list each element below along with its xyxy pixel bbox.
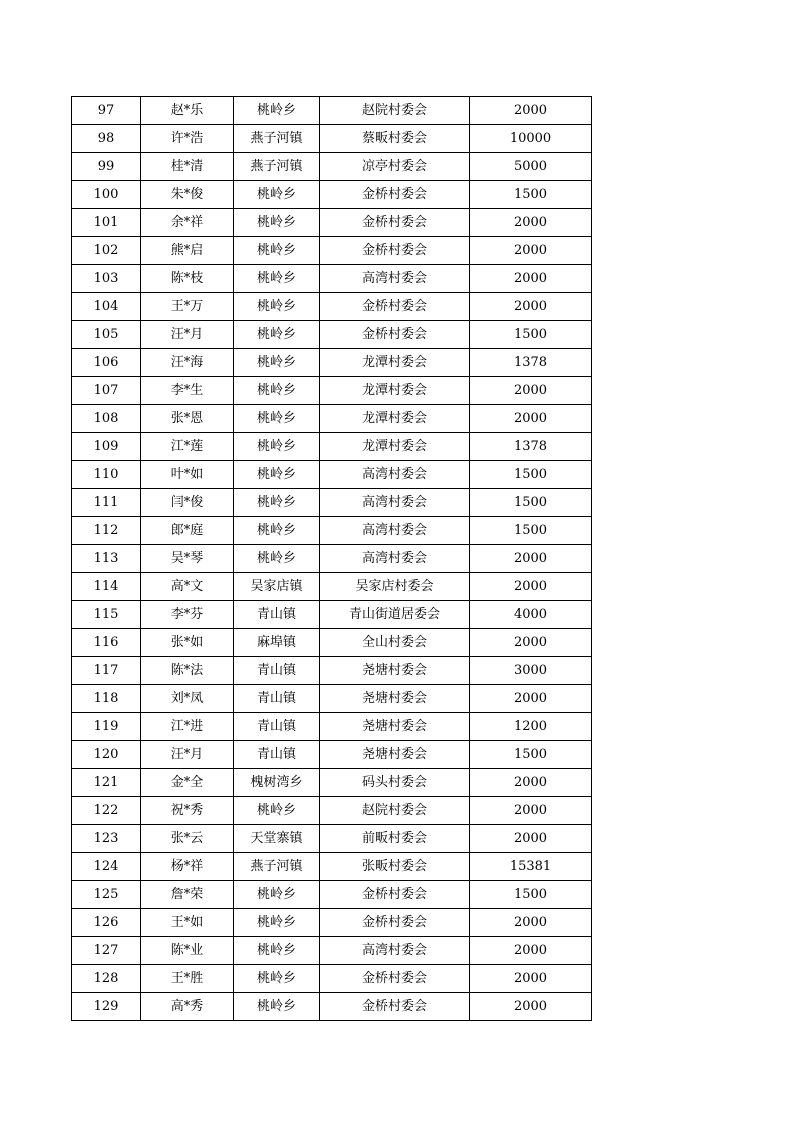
table-row	[72, 405, 592, 433]
township-cell: 桃岭乡	[234, 181, 320, 209]
amount-cell: 4000	[470, 601, 592, 629]
row-number-cell: 121	[72, 769, 141, 797]
township-cell: 桃岭乡	[234, 405, 320, 433]
row-number-cell: 105	[72, 321, 141, 349]
amount-cell: 2000	[470, 237, 592, 265]
name-cell: 朱*俊	[141, 181, 234, 209]
amount-cell: 2000	[470, 405, 592, 433]
table-row	[72, 489, 592, 517]
amount-cell: 2000	[470, 937, 592, 965]
row-number-cell: 119	[72, 713, 141, 741]
name-cell: 汪*海	[141, 349, 234, 377]
table-row	[72, 853, 592, 881]
name-cell: 张*云	[141, 825, 234, 853]
village-committee-cell: 金桥村委会	[320, 909, 470, 937]
village-committee-cell: 高湾村委会	[320, 545, 470, 573]
township-cell: 燕子河镇	[234, 153, 320, 181]
table-row	[72, 209, 592, 237]
name-cell: 詹*荣	[141, 881, 234, 909]
township-cell: 青山镇	[234, 685, 320, 713]
name-cell: 吴*琴	[141, 545, 234, 573]
amount-cell: 10000	[470, 125, 592, 153]
village-committee-cell: 凉亭村委会	[320, 153, 470, 181]
village-committee-cell: 龙潭村委会	[320, 433, 470, 461]
name-cell: 高*文	[141, 573, 234, 601]
village-committee-cell: 吴家店村委会	[320, 573, 470, 601]
township-cell: 桃岭乡	[234, 517, 320, 545]
amount-cell: 1378	[470, 349, 592, 377]
township-cell: 桃岭乡	[234, 937, 320, 965]
name-cell: 杨*祥	[141, 853, 234, 881]
township-cell: 青山镇	[234, 713, 320, 741]
village-committee-cell: 高湾村委会	[320, 265, 470, 293]
row-number-cell: 99	[72, 153, 141, 181]
amount-cell: 2000	[470, 965, 592, 993]
row-number-cell: 126	[72, 909, 141, 937]
name-cell: 祝*秀	[141, 797, 234, 825]
village-committee-cell: 龙潭村委会	[320, 377, 470, 405]
amount-cell: 2000	[470, 825, 592, 853]
table-row	[72, 265, 592, 293]
table-row	[72, 713, 592, 741]
township-cell: 天堂寨镇	[234, 825, 320, 853]
name-cell: 熊*启	[141, 237, 234, 265]
table-body	[72, 97, 592, 1021]
village-committee-cell: 青山街道居委会	[320, 601, 470, 629]
row-number-cell: 127	[72, 937, 141, 965]
village-committee-cell: 前畈村委会	[320, 825, 470, 853]
village-committee-cell: 尧塘村委会	[320, 713, 470, 741]
name-cell: 汪*月	[141, 321, 234, 349]
township-cell: 燕子河镇	[234, 125, 320, 153]
village-committee-cell: 尧塘村委会	[320, 657, 470, 685]
amount-cell: 2000	[470, 293, 592, 321]
row-number-cell: 101	[72, 209, 141, 237]
name-cell: 王*如	[141, 909, 234, 937]
amount-cell: 2000	[470, 769, 592, 797]
amount-cell: 1500	[470, 881, 592, 909]
amount-cell: 1500	[470, 461, 592, 489]
table-row	[72, 349, 592, 377]
table-row	[72, 741, 592, 769]
name-cell: 李*生	[141, 377, 234, 405]
amount-cell: 2000	[470, 573, 592, 601]
row-number-cell: 98	[72, 125, 141, 153]
table-row	[72, 769, 592, 797]
name-cell: 许*浩	[141, 125, 234, 153]
table-row	[72, 545, 592, 573]
name-cell: 桂*清	[141, 153, 234, 181]
township-cell: 桃岭乡	[234, 209, 320, 237]
row-number-cell: 122	[72, 797, 141, 825]
table-row	[72, 573, 592, 601]
table-row	[72, 433, 592, 461]
name-cell: 叶*如	[141, 461, 234, 489]
village-committee-cell: 高湾村委会	[320, 461, 470, 489]
township-cell: 桃岭乡	[234, 881, 320, 909]
amount-cell: 2000	[470, 97, 592, 125]
name-cell: 陈*法	[141, 657, 234, 685]
township-cell: 桃岭乡	[234, 293, 320, 321]
table-row	[72, 97, 592, 125]
table-row	[72, 237, 592, 265]
village-committee-cell: 金桥村委会	[320, 181, 470, 209]
row-number-cell: 108	[72, 405, 141, 433]
table-row	[72, 293, 592, 321]
village-committee-cell: 龙潭村委会	[320, 405, 470, 433]
row-number-cell: 120	[72, 741, 141, 769]
village-committee-cell: 全山村委会	[320, 629, 470, 657]
table-row	[72, 125, 592, 153]
name-cell: 刘*凤	[141, 685, 234, 713]
village-committee-cell: 金桥村委会	[320, 881, 470, 909]
row-number-cell: 113	[72, 545, 141, 573]
name-cell: 张*恩	[141, 405, 234, 433]
row-number-cell: 109	[72, 433, 141, 461]
name-cell: 闫*俊	[141, 489, 234, 517]
row-number-cell: 102	[72, 237, 141, 265]
row-number-cell: 114	[72, 573, 141, 601]
amount-cell: 2000	[470, 209, 592, 237]
row-number-cell: 104	[72, 293, 141, 321]
village-committee-cell: 高湾村委会	[320, 489, 470, 517]
township-cell: 桃岭乡	[234, 433, 320, 461]
amount-cell: 2000	[470, 909, 592, 937]
table-row	[72, 629, 592, 657]
table-row	[72, 657, 592, 685]
township-cell: 青山镇	[234, 741, 320, 769]
village-committee-cell: 高湾村委会	[320, 937, 470, 965]
row-number-cell: 123	[72, 825, 141, 853]
township-cell: 桃岭乡	[234, 965, 320, 993]
township-cell: 桃岭乡	[234, 349, 320, 377]
row-number-cell: 117	[72, 657, 141, 685]
village-committee-cell: 金桥村委会	[320, 965, 470, 993]
name-cell: 郎*庭	[141, 517, 234, 545]
amount-cell: 1200	[470, 713, 592, 741]
data-table	[71, 96, 592, 1021]
row-number-cell: 116	[72, 629, 141, 657]
amount-cell: 2000	[470, 797, 592, 825]
table-row	[72, 909, 592, 937]
township-cell: 麻埠镇	[234, 629, 320, 657]
village-committee-cell: 金桥村委会	[320, 321, 470, 349]
row-number-cell: 97	[72, 97, 141, 125]
table-row	[72, 321, 592, 349]
row-number-cell: 107	[72, 377, 141, 405]
table-row	[72, 881, 592, 909]
township-cell: 槐树湾乡	[234, 769, 320, 797]
name-cell: 王*万	[141, 293, 234, 321]
row-number-cell: 128	[72, 965, 141, 993]
name-cell: 余*祥	[141, 209, 234, 237]
township-cell: 桃岭乡	[234, 461, 320, 489]
village-committee-cell: 蔡畈村委会	[320, 125, 470, 153]
row-number-cell: 110	[72, 461, 141, 489]
township-cell: 桃岭乡	[234, 797, 320, 825]
amount-cell: 1378	[470, 433, 592, 461]
village-committee-cell: 龙潭村委会	[320, 349, 470, 377]
table-row	[72, 153, 592, 181]
amount-cell: 1500	[470, 321, 592, 349]
village-committee-cell: 张畈村委会	[320, 853, 470, 881]
village-committee-cell: 赵院村委会	[320, 797, 470, 825]
village-committee-cell: 高湾村委会	[320, 517, 470, 545]
village-committee-cell: 金桥村委会	[320, 293, 470, 321]
amount-cell: 2000	[470, 265, 592, 293]
row-number-cell: 124	[72, 853, 141, 881]
township-cell: 桃岭乡	[234, 97, 320, 125]
name-cell: 陈*业	[141, 937, 234, 965]
township-cell: 桃岭乡	[234, 545, 320, 573]
amount-cell: 2000	[470, 545, 592, 573]
name-cell: 江*莲	[141, 433, 234, 461]
village-committee-cell: 金桥村委会	[320, 209, 470, 237]
table-row	[72, 993, 592, 1021]
name-cell: 王*胜	[141, 965, 234, 993]
township-cell: 燕子河镇	[234, 853, 320, 881]
row-number-cell: 106	[72, 349, 141, 377]
village-committee-cell: 尧塘村委会	[320, 685, 470, 713]
name-cell: 高*秀	[141, 993, 234, 1021]
township-cell: 桃岭乡	[234, 321, 320, 349]
amount-cell: 2000	[470, 377, 592, 405]
table-row	[72, 601, 592, 629]
row-number-cell: 111	[72, 489, 141, 517]
amount-cell: 2000	[470, 629, 592, 657]
amount-cell: 1500	[470, 741, 592, 769]
amount-cell: 1500	[470, 489, 592, 517]
amount-cell: 1500	[470, 181, 592, 209]
row-number-cell: 100	[72, 181, 141, 209]
table-row	[72, 797, 592, 825]
row-number-cell: 118	[72, 685, 141, 713]
name-cell: 汪*月	[141, 741, 234, 769]
village-committee-cell: 金桥村委会	[320, 237, 470, 265]
amount-cell: 2000	[470, 993, 592, 1021]
table-row	[72, 377, 592, 405]
name-cell: 金*全	[141, 769, 234, 797]
name-cell: 陈*枝	[141, 265, 234, 293]
name-cell: 赵*乐	[141, 97, 234, 125]
township-cell: 吴家店镇	[234, 573, 320, 601]
row-number-cell: 103	[72, 265, 141, 293]
township-cell: 青山镇	[234, 657, 320, 685]
row-number-cell: 129	[72, 993, 141, 1021]
amount-cell: 3000	[470, 657, 592, 685]
name-cell: 江*进	[141, 713, 234, 741]
table-row	[72, 965, 592, 993]
table-row	[72, 181, 592, 209]
name-cell: 李*芬	[141, 601, 234, 629]
village-committee-cell: 尧塘村委会	[320, 741, 470, 769]
township-cell: 桃岭乡	[234, 909, 320, 937]
village-committee-cell: 赵院村委会	[320, 97, 470, 125]
amount-cell: 1500	[470, 517, 592, 545]
township-cell: 桃岭乡	[234, 377, 320, 405]
table-row	[72, 517, 592, 545]
amount-cell: 2000	[470, 685, 592, 713]
township-cell: 桃岭乡	[234, 265, 320, 293]
table-row	[72, 685, 592, 713]
amount-cell: 15381	[470, 853, 592, 881]
village-committee-cell: 码头村委会	[320, 769, 470, 797]
table-row	[72, 937, 592, 965]
township-cell: 桃岭乡	[234, 237, 320, 265]
amount-cell: 5000	[470, 153, 592, 181]
name-cell: 张*如	[141, 629, 234, 657]
township-cell: 桃岭乡	[234, 993, 320, 1021]
township-cell: 青山镇	[234, 601, 320, 629]
row-number-cell: 115	[72, 601, 141, 629]
table-row	[72, 825, 592, 853]
row-number-cell: 125	[72, 881, 141, 909]
table-row	[72, 461, 592, 489]
township-cell: 桃岭乡	[234, 489, 320, 517]
row-number-cell: 112	[72, 517, 141, 545]
village-committee-cell: 金桥村委会	[320, 993, 470, 1021]
